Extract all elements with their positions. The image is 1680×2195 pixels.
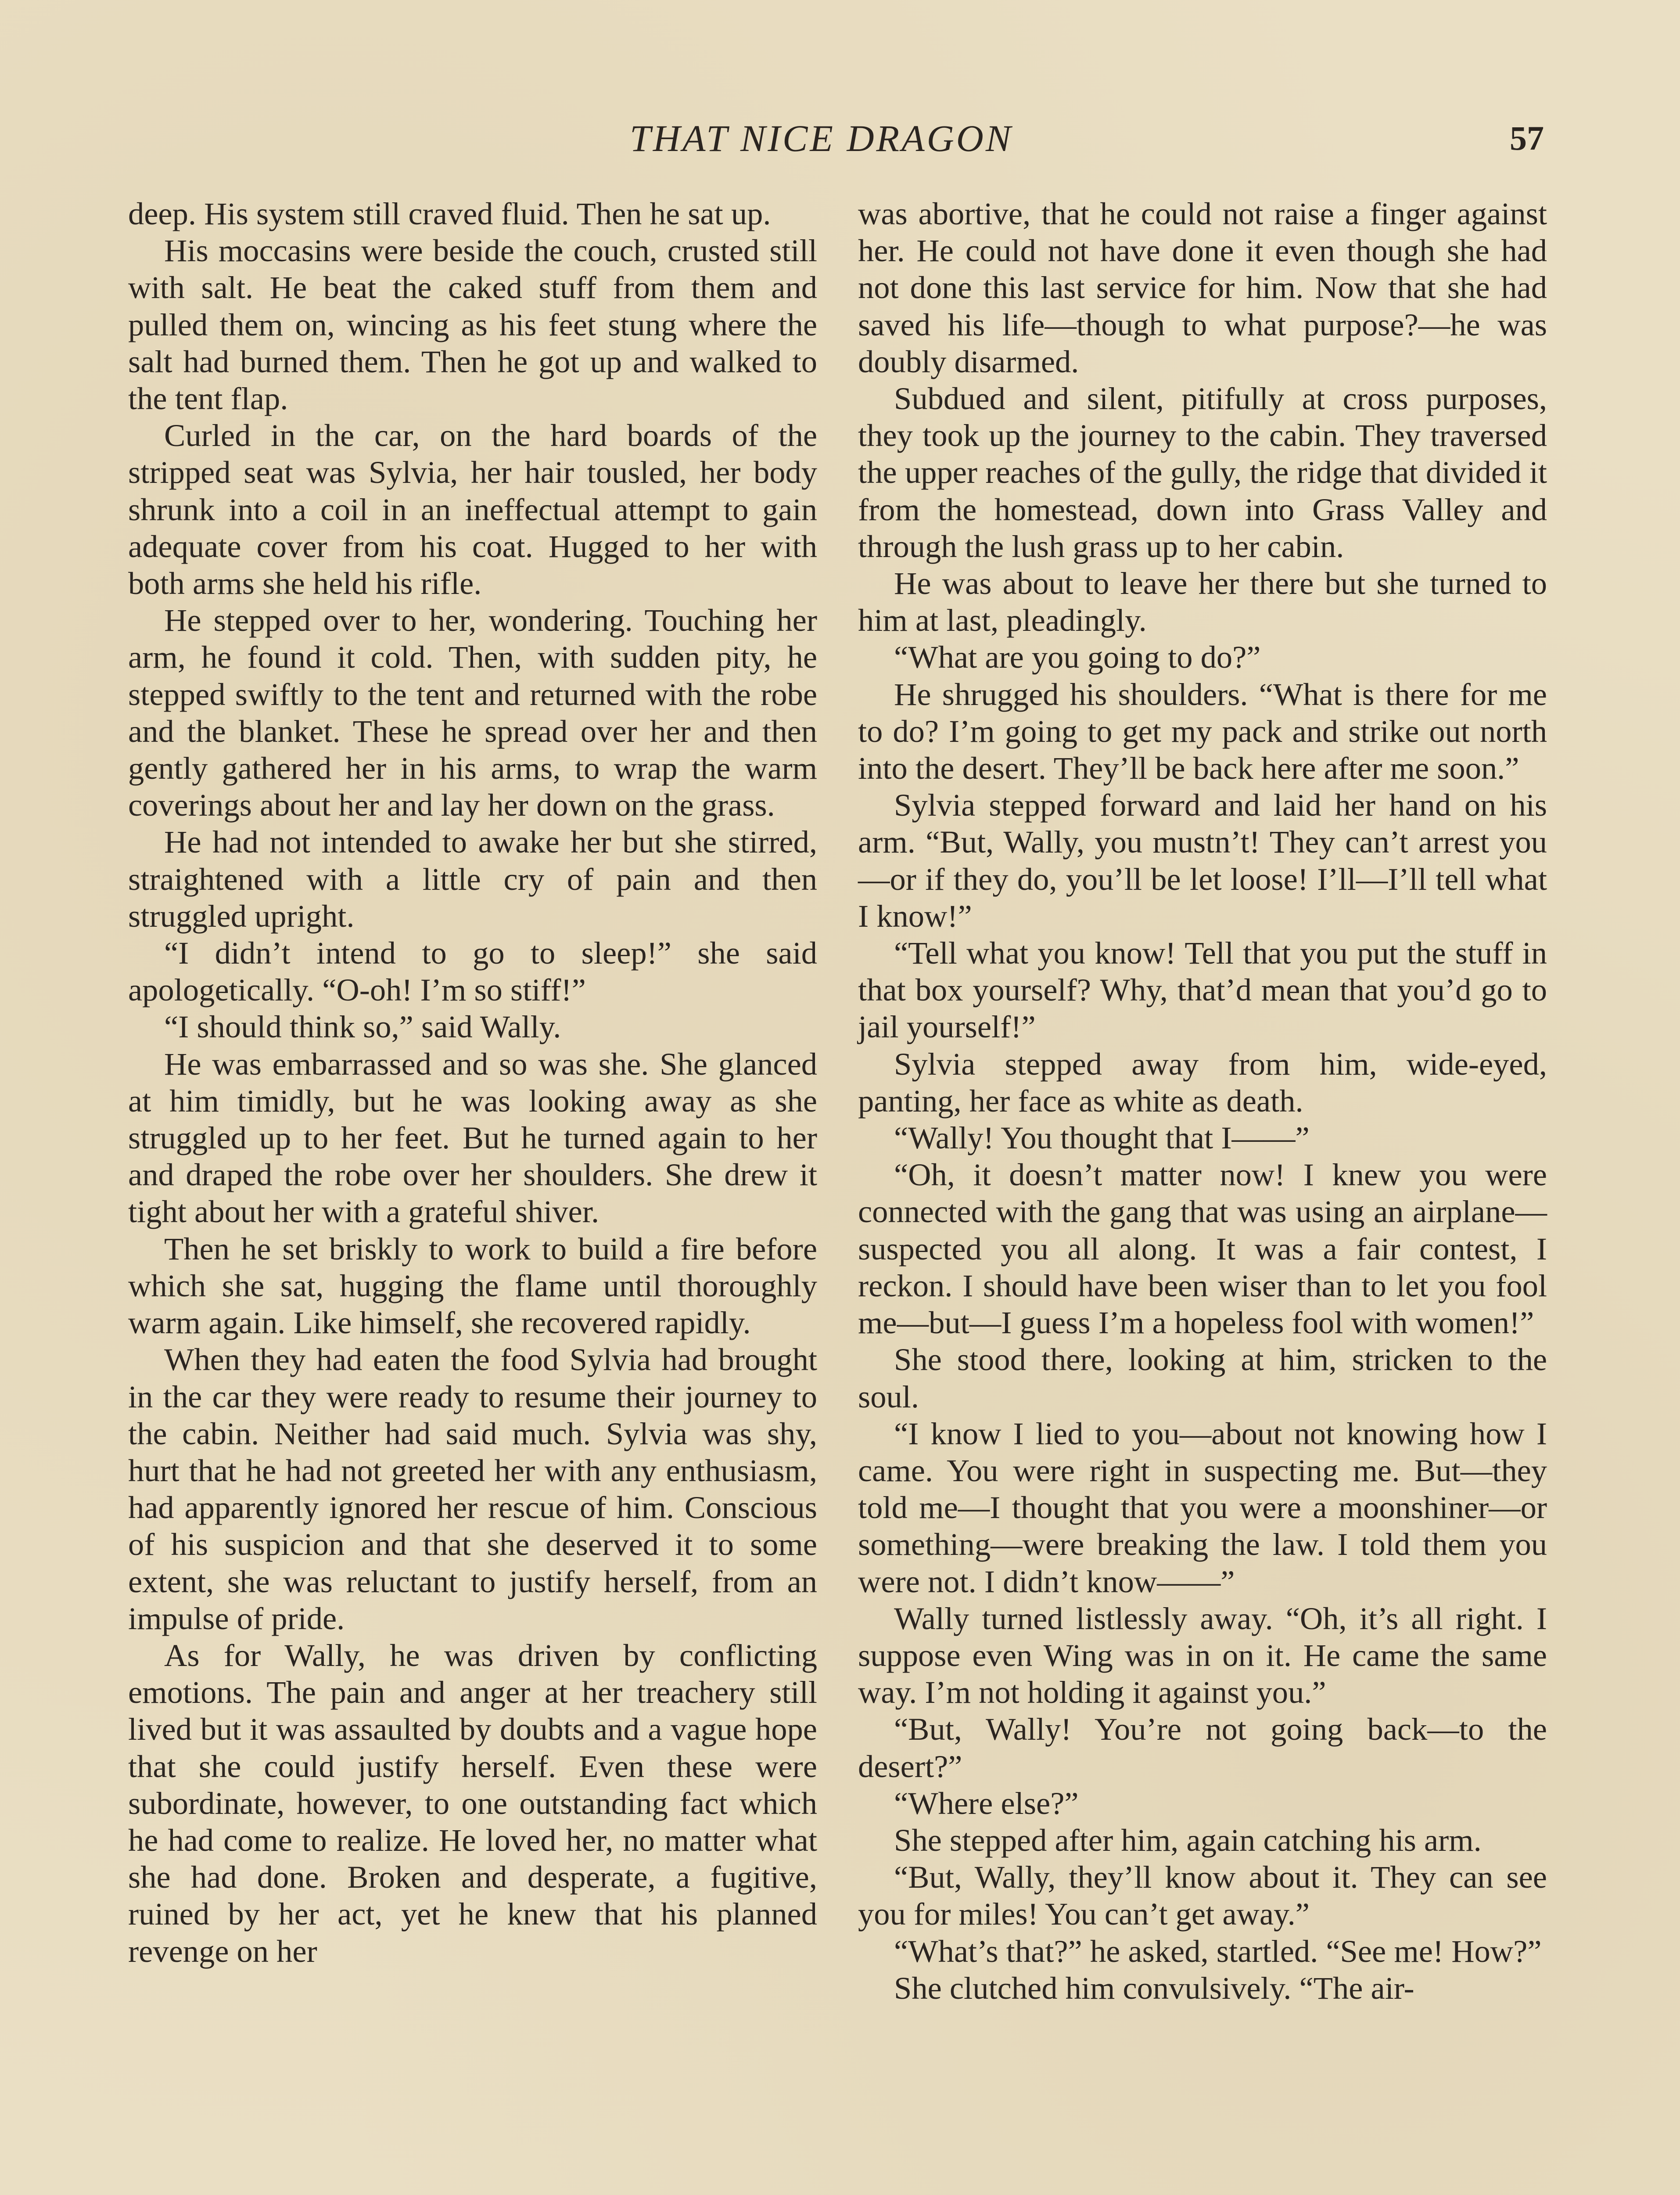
paragraph: was abortive, that he could not raise a finger against her. He could not have done it even though she had not done this last service for him. Now that she had saved his life—though to what purpose?—he was doubly disarmed. bbox=[858, 196, 1547, 379]
paragraph: She clutched him convulsively. “The air- bbox=[894, 1970, 1414, 2006]
paragraph: Then he set briskly to work to build a fire before which she sat, hugging the flame until thoroughly warm again. Like himself, she recovered rapidly. bbox=[128, 1231, 817, 1341]
paragraph: “What are you going to do?” bbox=[894, 639, 1261, 675]
paragraph: Sylvia stepped away from him, wide-eyed, panting, her face as white as death. bbox=[858, 1046, 1547, 1119]
paragraph: “I should think so,” said Wally. bbox=[164, 1009, 561, 1045]
paragraph: He was embarrassed and so was she. She glanced at him timidly, but he was looking away as she struggled up to her feet. But he turned again to her and draped the robe over her shoulders. She drew it tight about her with a grateful shiver. bbox=[128, 1046, 817, 1230]
paragraph: “Wally! You thought that I——” bbox=[894, 1120, 1310, 1156]
paragraph: “What’s that?” he asked, startled. “See me! How?” bbox=[894, 1933, 1542, 1969]
right-column bbox=[858, 195, 1547, 2007]
running-title: THAT NICE DRAGON bbox=[630, 117, 1013, 159]
paragraph: His moccasins were beside the couch, crusted still with salt. He beat the caked stuff from them and pulled them on, wincing as his feet stung where the salt had burned them. Then he got up and walked to the tent flap. bbox=[128, 233, 817, 417]
paragraph: She stood there, looking at him, stricken to the soul. bbox=[858, 1342, 1547, 1414]
paragraph: He shrugged his shoulders. “What is there for me to do? I’m going to get my pack and strike out north into the desert. They’ll be back here after me soon.” bbox=[858, 676, 1547, 786]
paragraph: As for Wally, he was driven by conflicting emotions. The pain and anger at her treachery still lived but it was assaulted by doubts and a vague hope that she could justify herself. Even these were subordinate, however, to one outstanding fact which he had come to realize. He loved her, no matter what she had done. Broken and desperate, a fugitive, ruined by her act, yet he knew that his planned revenge on her bbox=[128, 1637, 817, 1969]
paragraph: Curled in the car, on the hard boards of the stripped seat was Sylvia, her hair tousled, her body shrunk into a coil in an ineffectual attempt to gain adequate cover from his coat. Hugged to her with both arms she held his rifle. bbox=[128, 417, 817, 601]
paragraph: He stepped over to her, wondering. Touching her arm, he found it cold. Then, with sudden pity, he stepped swiftly to the tent and returned with the robe and the blanket. These he spread over her and then gently gathered her in his arms, to wrap the warm coverings about her and lay her down on the grass. bbox=[128, 602, 817, 823]
paragraph: “I know I lied to you—about not knowing how I came. You were right in suspecting me. But—they told me—I thought that you were a moonshiner—or something—were breaking the law. I told them you were not. I didn’t know——” bbox=[858, 1415, 1547, 1599]
paragraph: He was about to leave her there but she turned to him at last, pleadingly. bbox=[858, 565, 1547, 638]
paragraph: “I didn’t intend to go to sleep!” she said apologetically. “O-oh! I’m so stiff!” bbox=[128, 935, 817, 1008]
running-head bbox=[0, 112, 1680, 165]
paragraph: deep. His system still craved fluid. Then he sat up. bbox=[128, 196, 771, 231]
paragraph: She stepped after him, again catching his arm. bbox=[894, 1822, 1482, 1858]
paragraph: When they had eaten the food Sylvia had brought in the car they were ready to resume their journey to the cabin. Neither had said much. Sylvia was shy, hurt that he had not greeted her with any enthusiasm, had apparently ignored her rescue of him. Conscious of his suspicion and that she deserved it to some extent, she was reluctant to justify herself, from an impulse of pride. bbox=[128, 1342, 817, 1636]
page-number: 57 bbox=[1510, 119, 1544, 157]
paragraph: “Oh, it doesn’t matter now! I knew you were connected with the gang that was using an airplane—suspected you all along. It was a fair contest, I reckon. I should have been wiser than to let you fool me—but—I guess I’m a hopeless fool with women!” bbox=[858, 1157, 1547, 1341]
paragraph: He had not intended to awake her but she stirred, straightened with a little cry of pain and then struggled upright. bbox=[128, 824, 817, 934]
paragraph: “Where else?” bbox=[894, 1785, 1079, 1821]
paragraph: Wally turned listlessly away. “Oh, it’s all right. I suppose even Wing was in on it. He came the same way. I’m not holding it against you.” bbox=[858, 1600, 1547, 1710]
paragraph: Subdued and silent, pitifully at cross purposes, they took up the journey to the cabin. They traversed the upper reaches of the gully, the ridge that divided it from the homestead, down into Grass Valley and through the lush grass up to her cabin. bbox=[858, 381, 1547, 564]
paragraph: Sylvia stepped forward and laid her hand on his arm. “But, Wally, you mustn’t! They can’t arrest you—or if they do, you’ll be let loose! I’ll—I’ll tell what I know!” bbox=[858, 787, 1547, 934]
paragraph: “Tell what you know! Tell that you put the stuff in that box yourself? Why, that’d mean that you’d go to jail yourself!” bbox=[858, 935, 1547, 1045]
paragraph: “But, Wally, they’ll know about it. They can see you for miles! You can’t get away.” bbox=[858, 1859, 1547, 1932]
paragraph: “But, Wally! You’re not going back—to the desert?” bbox=[858, 1711, 1547, 1784]
left-column bbox=[128, 195, 817, 1970]
